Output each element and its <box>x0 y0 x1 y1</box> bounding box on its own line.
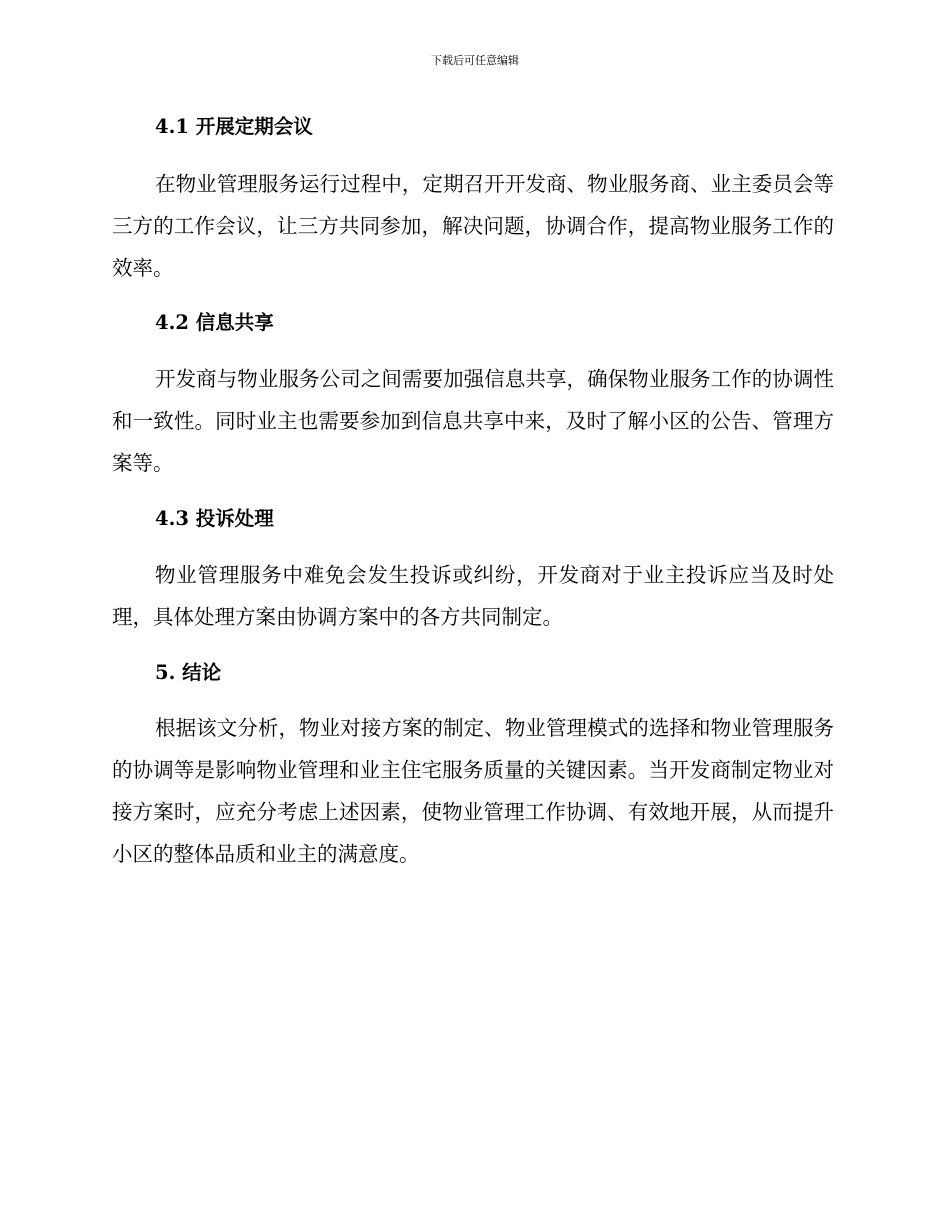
section-heading-4-1: 4.1 开展定期会议 <box>155 115 313 138</box>
document-body <box>112 110 834 875</box>
section-heading-4-3: 4.3 投诉处理 <box>155 507 274 530</box>
section-paragraph-4-3: 物业管理服务中难免会发生投诉或纠纷，开发商对于业主投诉应当及时处理，具体处理方案由协调方案中的各方共同制定。 <box>112 563 834 629</box>
section-paragraph-4-2: 开发商与物业服务公司之间需要加强信息共享，确保物业服务工作的协调性和一致性。同时业主也需要参加到信息共享中来，及时了解小区的公告、管理方案等。 <box>112 367 834 475</box>
page-header-note: 下载后可任意编辑 <box>431 54 519 67</box>
section-heading-4-2: 4.2 信息共享 <box>155 311 274 334</box>
section-heading-5: 5. 结论 <box>155 661 222 684</box>
section-paragraph-4-1: 在物业管理服务运行过程中，定期召开开发商、物业服务商、业主委员会等三方的工作会议，让三方共同参加，解决问题，协调合作，提高物业服务工作的效率。 <box>112 172 834 280</box>
section-paragraph-5: 根据该文分析，物业对接方案的制定、物业管理模式的选择和物业管理服务的协调等是影响物业管理和业主住宅服务质量的关键因素。当开发商制定物业对接方案时，应充分考虑上述因素，使物业管理工作协调、有效地开展，从而提升小区的整体品质和业主的满意度。 <box>112 716 834 866</box>
